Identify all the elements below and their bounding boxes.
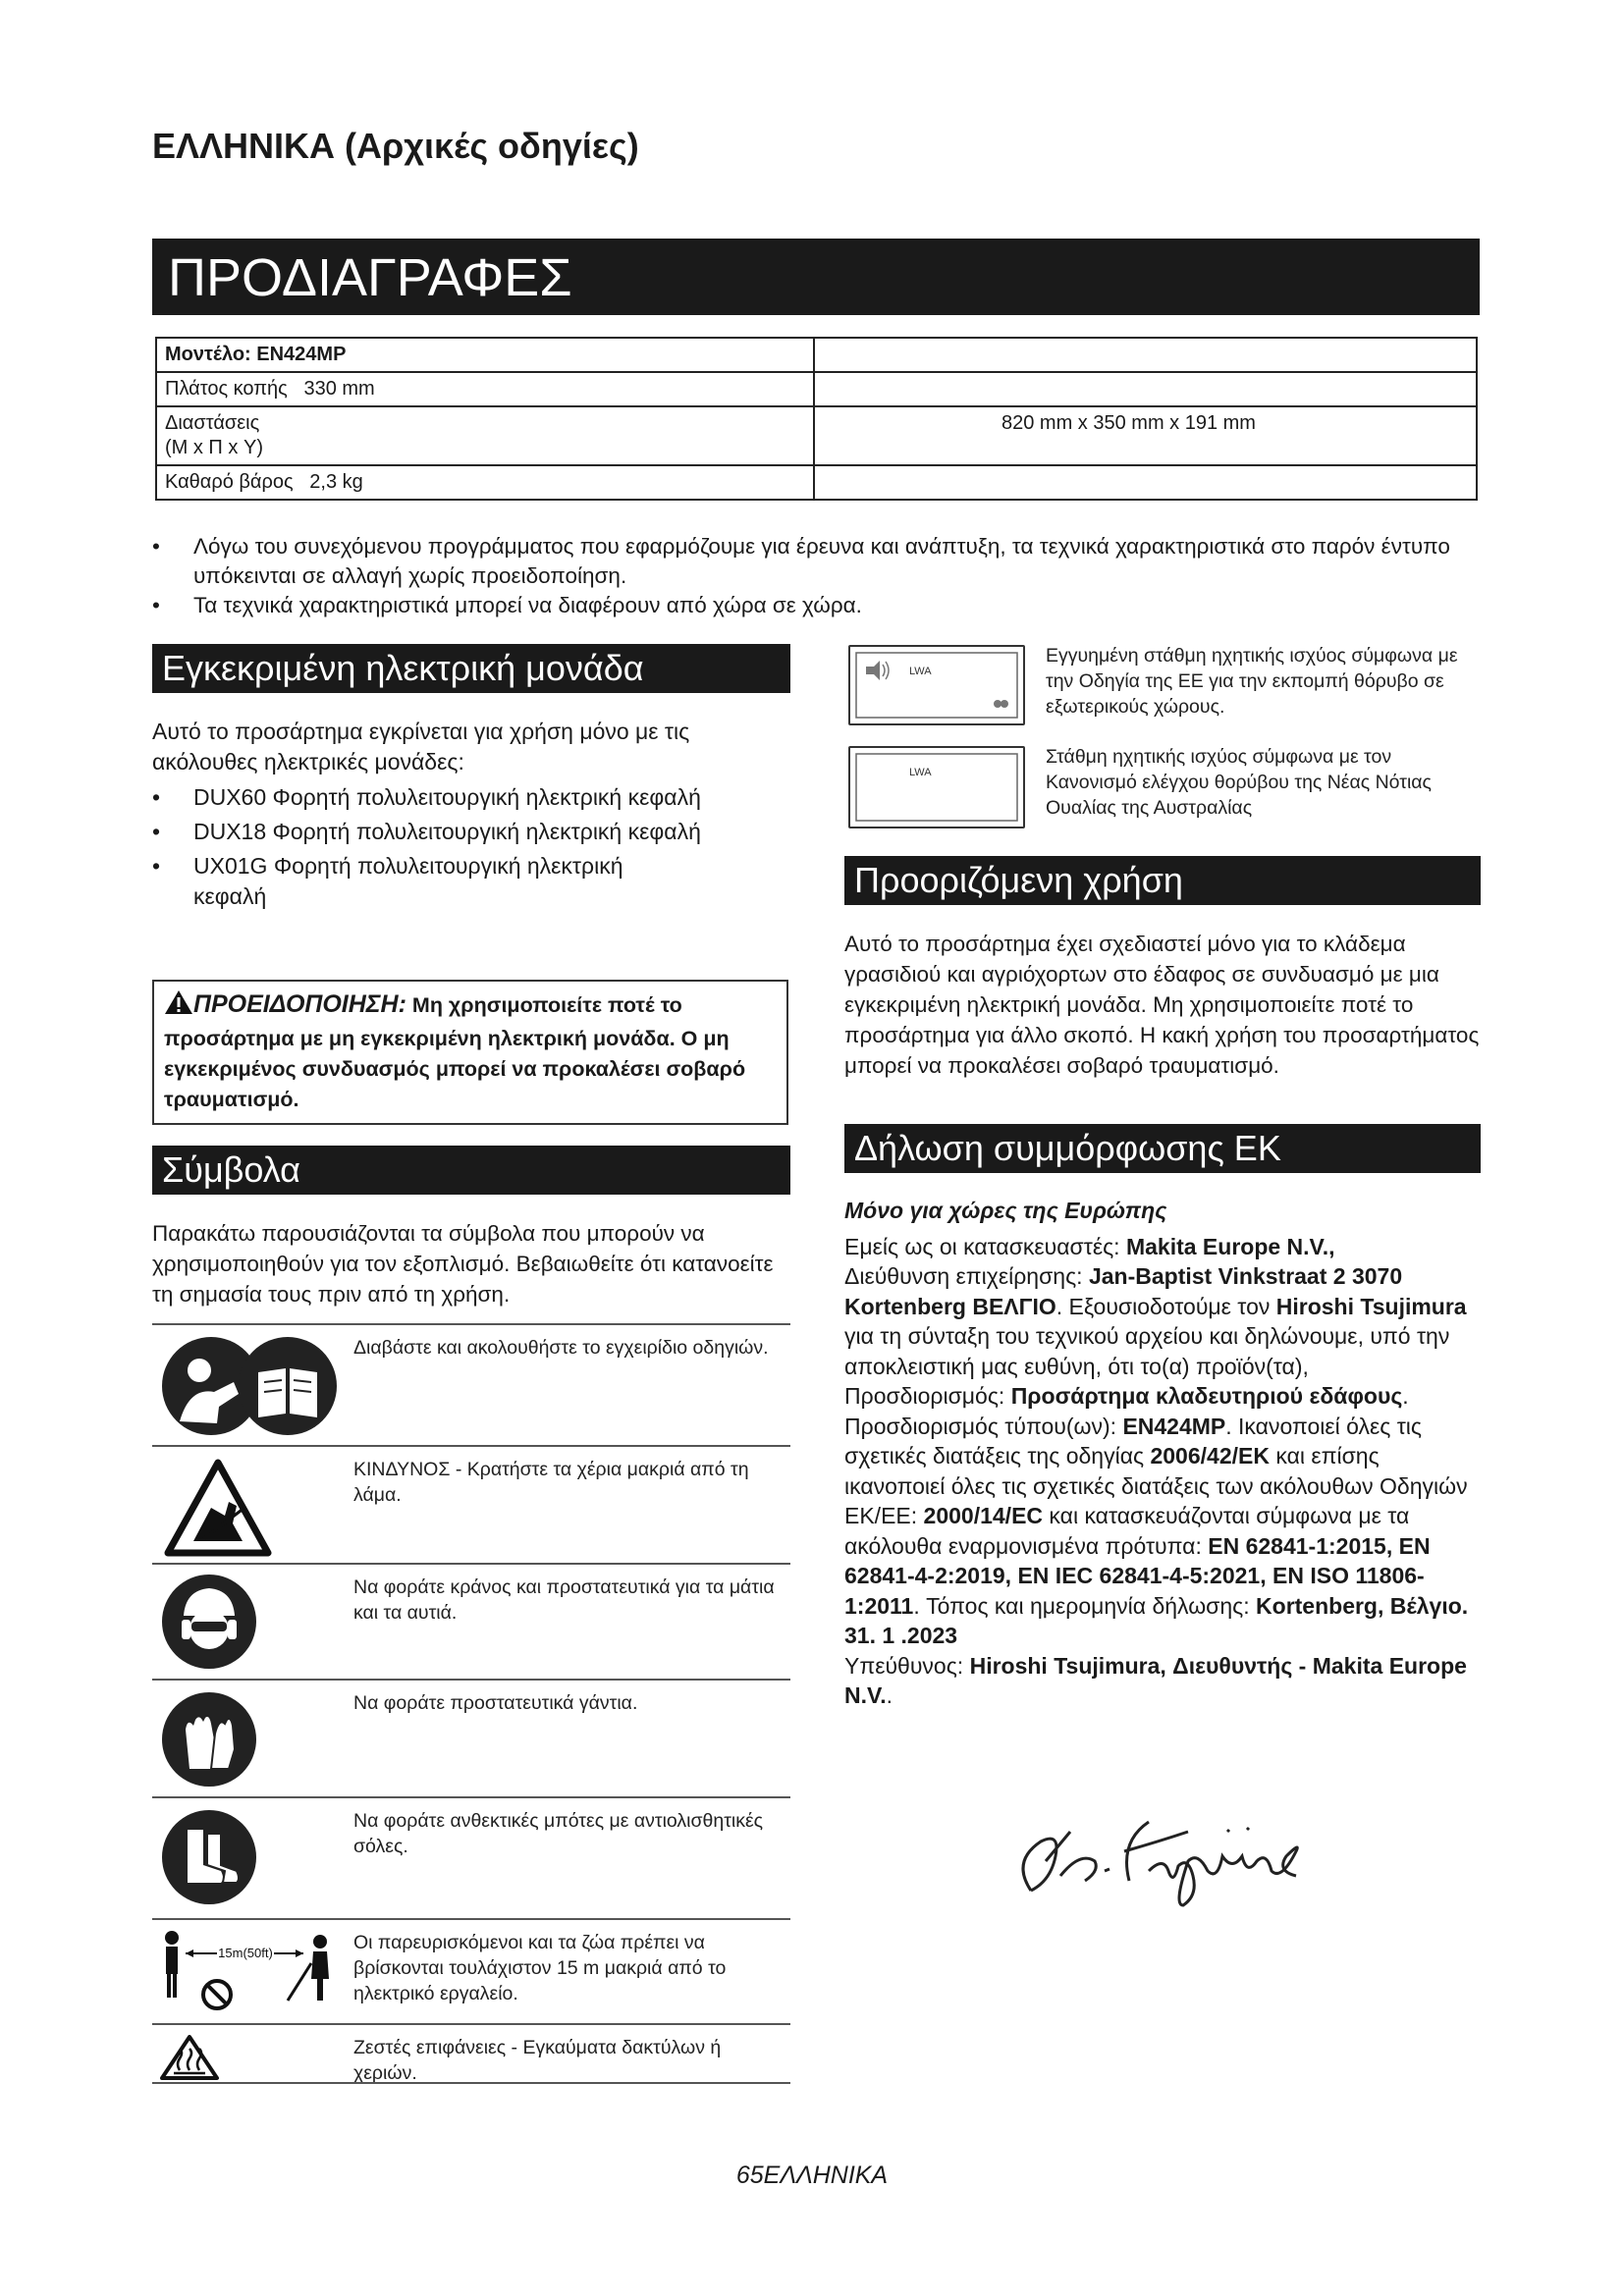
- specification-notes: [152, 532, 1480, 620]
- symbols-table-bottom-border: [152, 2082, 790, 2084]
- dimensions-value-cell: [814, 406, 1477, 465]
- keep-distance-icon: [158, 1928, 335, 2023]
- list-item: • Τα τεχνικά χαρακτηριστικά μπορεί να διαφέρουν από χώρα σε χώρα.: [152, 593, 862, 617]
- list-item: • DUX18 Φορητή πολυλειτουργική ηλεκτρική κεφαλή: [152, 819, 701, 844]
- symbol-description: Οι παρευρισκόμενοι και τα ζώα πρέπει να βρίσκονται τουλάχιστον 15 m μακριά από το ηλεκτρικό εργαλείο.: [353, 1932, 727, 2004]
- table-row: [156, 372, 1477, 406]
- symbol-row-boots: [152, 1796, 790, 1920]
- cutting-width-cell: Πλάτος κοπής 330 mm: [156, 372, 814, 406]
- symbols-heading: Σύμβολα: [152, 1146, 790, 1195]
- symbol-row-hot-surface: [152, 2023, 790, 2084]
- intended-use-heading: Προοριζόμενη χρήση: [844, 856, 1481, 905]
- symbol-row-read-manual: [152, 1323, 790, 1447]
- symbol-row-gloves: [152, 1679, 790, 1798]
- sound-power-eu-icon: [848, 645, 1025, 725]
- warning-box: [152, 980, 788, 1125]
- table-row: [156, 338, 1477, 372]
- responsible-person: Hiroshi Tsujimura, Διευθυντής - Makita Europe N.V.: [844, 1652, 1467, 1708]
- product-type: EN424MP: [1122, 1413, 1226, 1439]
- noise-directive: 2000/14/EC: [923, 1503, 1044, 1528]
- list-item: • Λόγω του συνεχόμενου προγράμματος που εφαρμόζουμε για έρευνα και ανάπτυξη, τα τεχνικά χαρακτηριστικά στο παρόν έντυπο υπόκεινται σε αλλαγή χωρίς προειδοποίηση.: [152, 534, 1450, 588]
- dimensions-axes-label: (Μ x Π x Υ): [165, 437, 263, 458]
- approved-unit-heading: Εγκεκριμένη ηλεκτρική μονάδα: [152, 644, 790, 693]
- hot-surface-icon: [160, 2035, 219, 2085]
- dimensions-label-cell: [156, 406, 814, 465]
- read-manual-icon: [160, 1333, 337, 1444]
- business-address: Jan-Baptist Vinkstraat 2 3070 Kortenberg ΒΕΛΓΙΟ: [844, 1263, 1403, 1319]
- sound-power-nsw-icon: [848, 746, 1025, 828]
- noise-eu-description: Εγγυημένη στάθμη ηχητικής ισχύος σύμφωνα με την Οδηγία της ΕΕ για την εκπομπή θόρυβο σε εξωτερικούς χώρους.: [1046, 645, 1458, 718]
- list-item: • DUX60 Φορητή πολυλειτουργική ηλεκτρική κεφαλή: [152, 784, 701, 810]
- symbol-row-helmet: [152, 1563, 790, 1681]
- empty-cell: [814, 338, 1477, 372]
- table-row: [156, 465, 1477, 500]
- manufacturer-name: Makita Europe N.V.,: [1125, 1233, 1335, 1259]
- hand-blade-danger-icon: [164, 1459, 272, 1562]
- harmonised-standards: EN 62841-1:2015, EN 62841-4-2:2019, EN IEC 62841-4-5:2021, EN ISO 11806-1:2011: [844, 1532, 1431, 1619]
- lwa-label: LWA: [909, 767, 932, 778]
- boots-icon: [160, 1808, 258, 1911]
- distance-label: 15m(50ft): [218, 1946, 273, 1960]
- warning-label: ΠΡΟΕΙΔΟΠΟΙΗΣΗ:: [193, 990, 406, 1018]
- symbol-description: Να φοράτε προστατευτικά γάντια.: [353, 1692, 638, 1714]
- empty-cell: [814, 465, 1477, 500]
- symbol-description: Να φοράτε ανθεκτικές μπότες με αντιολισθητικές σόλες.: [353, 1810, 764, 1857]
- product-designation: Προσάρτημα κλαδευτηριού εδάφους: [1010, 1383, 1403, 1409]
- symbol-description: Διαβάστε και ακολουθήστε το εγχειρίδιο οδηγιών.: [353, 1337, 769, 1359]
- symbol-description: Ζεστές επιφάνειες - Εγκαύματα δακτύλων ή χεριών.: [353, 2037, 722, 2084]
- intended-use-text: Αυτό το προσάρτημα έχει σχεδιαστεί μόνο για το κλάδεμα γρασιδιού και αγριόχορτων στο έδαφος σε συνδυασμό με μια εγκεκριμένη ηλεκτρική μονάδα. Μη χρησιμοποιείτε ποτέ το προσάρτημα για άλλο σκοπό. Η κακή χρήση του προσαρτήματος μπορεί να προκαλέσει σοβαρό τραυματισμό.: [844, 932, 1480, 1078]
- symbol-description: Να φοράτε κράνος και προστατευτικά για τα μάτια και τα αυτιά.: [353, 1576, 775, 1624]
- warning-text: Μη χρησιμοποιείτε ποτέ το προσάρτημα με μη εγκεκριμένη ηλεκτρική μονάδα. Ο μη εγκεκριμένος συνδυασμός μπορεί να προκαλέσει σοβαρό τραυματισμό.: [164, 993, 746, 1111]
- signature-image: [1001, 1802, 1326, 1915]
- symbol-description: ΚΙΝΔΥΝΟΣ - Κρατήστε τα χέρια μακριά από τη λάμα.: [353, 1459, 749, 1506]
- approved-unit-intro: Αυτό το προσάρτημα εγκρίνεται για χρήση μόνο με τις ακόλουθες ηλεκτρικές μονάδες:: [152, 719, 690, 774]
- dimensions-value: 820 mm x 350 mm x 191 mm: [1001, 412, 1256, 434]
- lwa-label: LWA: [909, 666, 932, 677]
- page-footer: 65ΕΛΛΗΝΙΚΑ: [735, 2162, 889, 2189]
- model-cell: Μοντέλο: EN424MP: [156, 338, 814, 372]
- europe-only-subheading: Μόνο για χώρες της Ευρώπης: [844, 1198, 1167, 1223]
- helmet-goggles-earmuffs-icon: [160, 1573, 258, 1676]
- symbol-row-blade-danger: [152, 1445, 790, 1565]
- warning-triangle-icon: [164, 989, 193, 1024]
- symbols-intro: Παρακάτω παρουσιάζονται τα σύμβολα που μπορούν να χρησιμοποιηθούν για τον εξοπλισμό. Βεβαιωθείτε ότι κατανοείτε τη σημασία τους πριν από τη χρήση.: [152, 1221, 774, 1307]
- noise-nsw-description: Στάθμη ηχητικής ισχύος σύμφωνα με τον Κανονισμό ελέγχου θορύβου της Νέας Νότιας Ουαλίας της Αυστραλίας: [1046, 746, 1432, 819]
- net-weight-cell: Καθαρό βάρος 2,3 kg: [156, 465, 814, 500]
- ec-declaration-heading: Δήλωση συμμόρφωσης ΕΚ: [844, 1124, 1481, 1173]
- empty-cell: [814, 372, 1477, 406]
- authorized-person: Hiroshi Tsujimura: [1275, 1293, 1467, 1319]
- machinery-directive: 2006/42/ΕΚ: [1150, 1443, 1270, 1468]
- gloves-icon: [160, 1690, 258, 1793]
- approved-unit-list: [152, 782, 702, 912]
- dimensions-label: Διαστάσεις: [165, 412, 260, 434]
- table-row: [156, 406, 1477, 465]
- place-and-date: Kortenberg, Βέλγιο. 31. 1 .2023: [844, 1592, 1469, 1648]
- symbol-row-keep-distance: [152, 1918, 790, 2025]
- page-language-title: ΕΛΛΗΝΙΚΑ (Αρχικές οδηγίες): [152, 126, 639, 166]
- specifications-heading: ΠΡΟΔΙΑΓΡΑΦΕΣ: [152, 239, 1480, 315]
- specifications-table: [155, 337, 1478, 501]
- ec-declaration-body: Μόνο για χώρες της Ευρώπης Εμείς ως οι κατασκευαστές: Makita Europe N.V., Διεύθυνση επιχείρησης: Jan-Baptist Vinkstraat 2 3070 Kortenberg ΒΕΛΓΙΟ. Εξουσιοδοτούμε τον Hiroshi Tsujimura για τη σύνταξη του τεχνικού αρχείου και δηλώνουμε, υπό την αποκλειστική μας ευθύνη, ότι το(α) προϊόν(τα), Προσδιορισμός: Προσάρτημα κλαδευτηριού εδάφους. Προσδιορισμός τύπου(ων): EN424MP. Ικανοποιεί όλες τις σχετικές διατάξεις της οδηγίας 2006/42/ΕΚ και επίσης ικανοποιεί όλες τις σχετικές διατάξεις των ακόλουθων Οδηγιών ΕΚ/ΕΕ: 2000/14/EC και κατασκευάζονται σύμφωνα με τα ακόλουθα εναρμονισμένα πρότυπα: EN 62841-1:2015, EN 62841-4-2:2019, EN IEC 62841-4-5:2021, EN ISO 11806-1:2011. Τόπος και ημερομηνία δήλωσης: Kortenberg, Βέλγιο. 31. 1 .2023 Υπεύθυνος: Hiroshi Tsujimura, Διευθυντής - Makita Europe N.V..: [844, 1196, 1483, 1711]
- list-item: • UX01G Φορητή πολυλειτουργική ηλεκτρική κεφαλή: [152, 853, 623, 909]
